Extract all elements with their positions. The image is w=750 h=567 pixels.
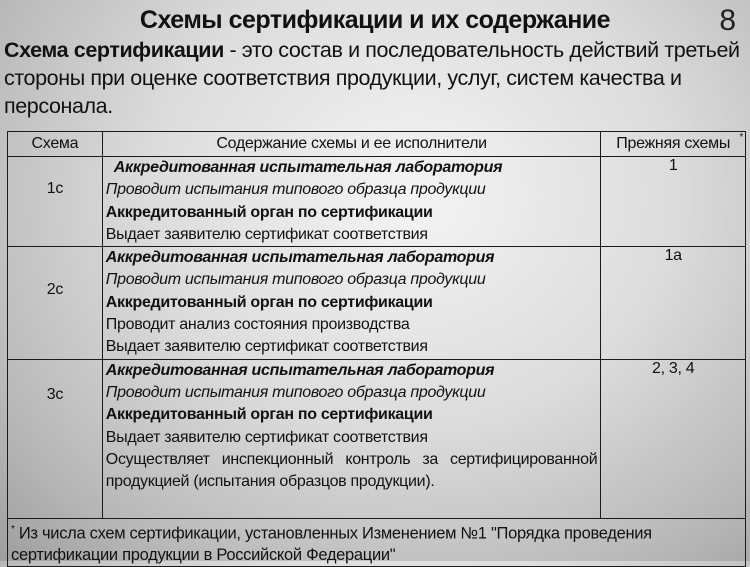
content-line: Аккредитованный орган по сертификации xyxy=(105,406,433,424)
header-previous-label: Прежняя схемы xyxy=(616,135,731,152)
table-header-row xyxy=(8,132,746,157)
definition-paragraph xyxy=(4,36,744,120)
definition-term: Схема сертификации xyxy=(4,38,224,62)
content-line: Осуществляет инспекционный контроль за сертифицированной продукцией (испытания образцов продукции). xyxy=(105,450,598,491)
table-row xyxy=(8,157,746,247)
content-line: Проводит анализ состояния производства xyxy=(105,316,410,334)
content-line: Аккредитованная испытательная лаборатория xyxy=(105,361,495,379)
content-line: Аккредитованная испытательная лаборатория xyxy=(113,159,503,176)
scheme-code-label: 3с xyxy=(46,385,64,403)
content-line: Выдает заявителю сертификат соответствия xyxy=(105,428,428,446)
header-content: Содержание схемы и ее исполнители xyxy=(102,132,601,157)
previous-scheme: 1а xyxy=(601,247,746,359)
certification-schemes-table xyxy=(7,131,746,567)
scheme-content xyxy=(102,157,601,247)
footnote-text: Из числа схем сертификации, установленных Изменением №1 "Порядка проведения сертификации продукции в Российской Федерации" xyxy=(11,524,652,565)
scheme-content xyxy=(102,247,601,359)
table-row xyxy=(8,359,746,518)
previous-scheme: 2, 3, 4 xyxy=(601,359,746,518)
footnote-mark: * xyxy=(11,523,15,535)
content-line: Выдает заявителю сертификат соответствия xyxy=(105,338,428,356)
previous-scheme: 1 xyxy=(601,157,746,247)
content-line: Аккредитованный орган по сертификации xyxy=(105,293,433,311)
table-row xyxy=(8,247,746,359)
slide-title: Схемы сертификации и их содержание xyxy=(139,6,611,34)
header-scheme: Схема xyxy=(8,132,103,157)
scheme-code-label: 1с xyxy=(46,179,64,197)
content-line: Проводит испытания типового образца продукции xyxy=(105,383,486,401)
footnote-row xyxy=(8,518,746,567)
scheme-code-label: 2с xyxy=(46,280,64,298)
content-line: Проводит испытания типового образца продукции xyxy=(105,271,486,289)
footnote-marker: * xyxy=(739,132,743,143)
header-previous xyxy=(601,132,746,157)
page-number: 8 xyxy=(719,4,736,37)
content-line: Проводит испытания типового образца продукции xyxy=(105,181,486,199)
footnote xyxy=(8,518,746,567)
scheme-code xyxy=(8,247,103,359)
content-line: Аккредитованная испытательная лаборатория xyxy=(105,249,495,267)
definition-text: - это состав и последовательность действий третьей стороны при оценке соответствия продукции, услуг, систем качества и персонала. xyxy=(4,38,740,118)
scheme-code xyxy=(8,359,103,518)
scheme-content xyxy=(102,359,601,518)
content-line: Выдает заявителю сертификат соответствия xyxy=(105,225,428,243)
content-line: Аккредитованный орган по сертификации xyxy=(105,203,433,221)
scheme-code xyxy=(8,157,103,247)
